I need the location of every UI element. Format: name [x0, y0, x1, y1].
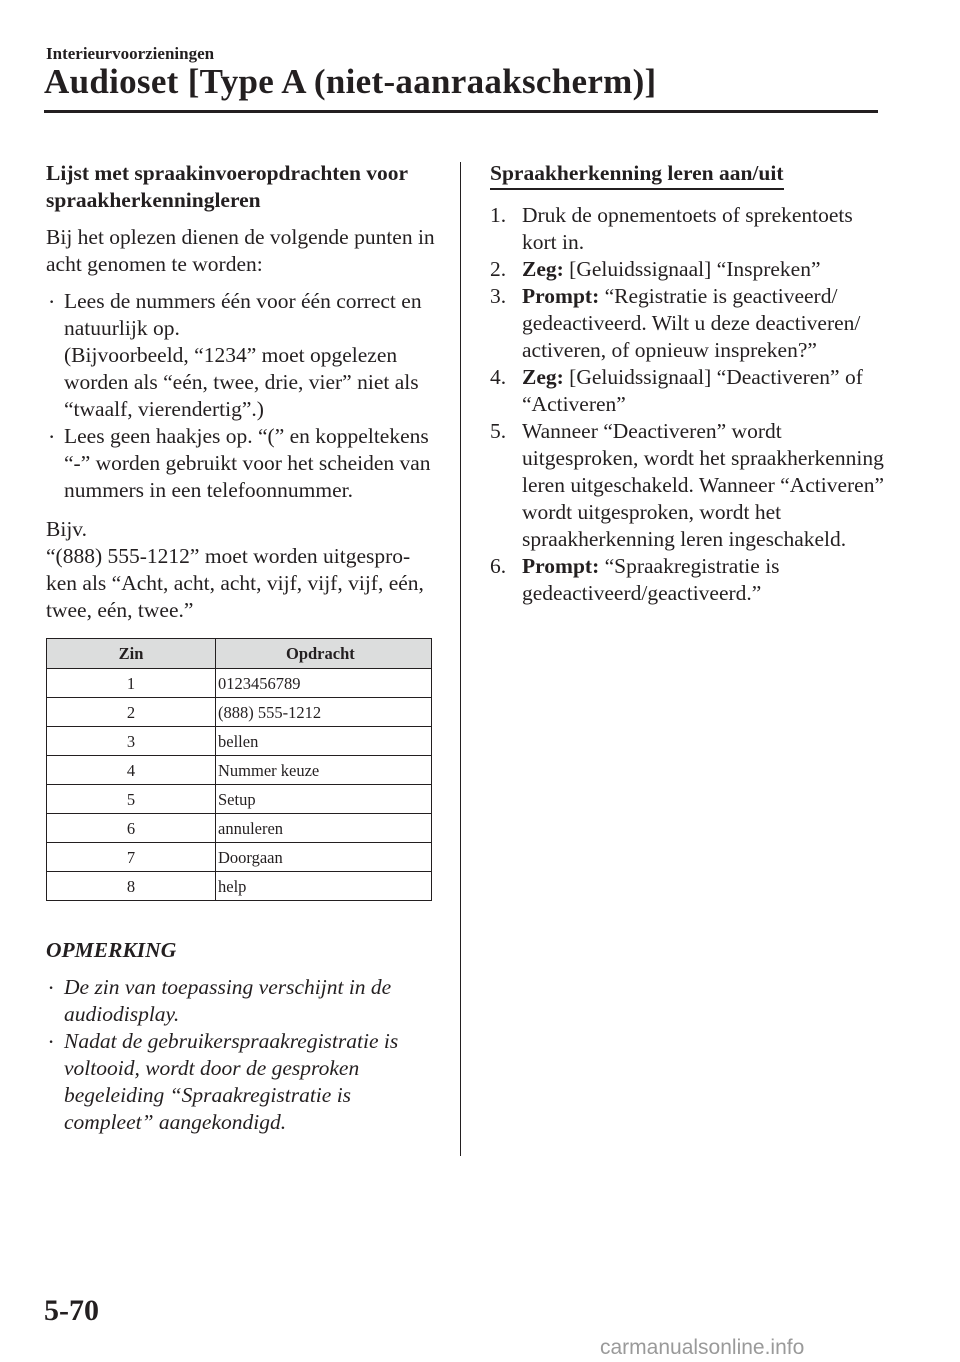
- step-number: 4.: [490, 365, 507, 389]
- bullet-icon: ·: [48, 975, 54, 1000]
- example-label: Bijv.: [46, 517, 88, 541]
- table-row: [47, 843, 432, 872]
- list-item-text: (Bijvoorbeeld, “1234” moet opgelezen worden als “eén, twee, drie, vier” niet als “twaalf, vierendertig”.): [64, 343, 419, 421]
- phrase-cell: 4: [47, 756, 216, 785]
- command-cell: Doorgaan: [216, 843, 432, 872]
- command-cell: 0123456789: [216, 669, 432, 698]
- step-number: 5.: [490, 419, 507, 443]
- command-cell: Setup: [216, 785, 432, 814]
- right-column: [490, 160, 890, 607]
- command-cell: annuleren: [216, 814, 432, 843]
- table-row: [47, 785, 432, 814]
- command-cell: Nummer keuze: [216, 756, 432, 785]
- page-number: 5-70: [44, 1294, 99, 1327]
- phrase-cell: 2: [47, 698, 216, 727]
- intro-paragraph: Bij het oplezen dienen de volgende punten in acht genomen te worden:: [46, 225, 435, 276]
- command-table: [46, 638, 432, 901]
- note-text: Nadat de gebruikerspraakregistratie is voltooid, wordt door de gesproken begeleiding “Spraakregistratie is compleet” aangekondigd.: [64, 1029, 399, 1134]
- step-text: “Registratie is geactiveerd/ gedeactiveerd. Wilt u deze deactiveren/ activeren, of opnieuw inspreken?”: [522, 284, 861, 362]
- table-row: [47, 814, 432, 843]
- list-item: [46, 423, 438, 504]
- step-number: 2.: [490, 257, 507, 281]
- bullet-icon: ·: [48, 1029, 54, 1054]
- note-heading: OPMERKING: [46, 938, 177, 962]
- table-row: [47, 727, 432, 756]
- step-item: [490, 202, 890, 256]
- list-item: [46, 288, 438, 342]
- step-label: Zeg:: [522, 257, 564, 281]
- table-row: [47, 872, 432, 901]
- reading-tips-list: [46, 288, 438, 504]
- left-column: [46, 160, 438, 1148]
- note-list: [46, 974, 438, 1136]
- phrase-cell: 5: [47, 785, 216, 814]
- step-text: Druk de opnementoets of sprekentoets kort in.: [522, 203, 853, 254]
- title-rule: [44, 110, 878, 113]
- step-item: [490, 256, 890, 283]
- step-label: Prompt:: [522, 554, 600, 578]
- list-item-text: Lees de nummers één voor één correct en natuurlijk op.: [64, 289, 422, 340]
- list-item-text: Lees geen haakjes op. “(” en koppeltekens “-” worden gebruikt voor het scheiden van nummers in een telefoonnummer.: [64, 424, 431, 502]
- column-divider: [460, 162, 461, 1156]
- bullet-icon: ·: [48, 289, 56, 314]
- page-title: Audioset [Type A (niet-aanraakscherm)]: [44, 62, 657, 101]
- note-text: De zin van toepassing verschijnt in de audiodisplay.: [64, 975, 392, 1026]
- steps-list: [490, 202, 890, 607]
- step-text: “Spraakregistratie is gedeactiveerd/geactiveerd.”: [522, 554, 780, 605]
- voice-command-list-heading: Lijst met spraakinvoeropdrachten voor spraakherkenningleren: [46, 161, 408, 212]
- column-header-command: Opdracht: [216, 639, 432, 669]
- step-label: Zeg:: [522, 365, 564, 389]
- step-text: [Geluidssignaal] “Deactiveren” of “Activeren”: [522, 365, 863, 416]
- speech-training-heading: Spraakherkenning leren aan/uit: [490, 160, 784, 190]
- step-number: 6.: [490, 554, 507, 578]
- bullet-icon: ·: [48, 424, 56, 449]
- phrase-cell: 8: [47, 872, 216, 901]
- step-item: [490, 418, 890, 553]
- table-row: [47, 669, 432, 698]
- table-row: [47, 756, 432, 785]
- list-item: [46, 974, 438, 1028]
- phrase-cell: 6: [47, 814, 216, 843]
- step-item: [490, 364, 890, 418]
- table-row: [47, 698, 432, 727]
- list-item: [46, 1028, 438, 1136]
- phrase-cell: 3: [47, 727, 216, 756]
- step-number: 1.: [490, 203, 507, 227]
- step-item: [490, 553, 890, 607]
- watermark: carmanualsonline.info: [600, 1336, 805, 1359]
- list-item: [46, 342, 438, 423]
- column-header-phrase: Zin: [47, 639, 216, 669]
- section-label: Interieurvoorzieningen: [46, 44, 215, 63]
- table-header-row: [47, 639, 432, 669]
- step-item: [490, 283, 890, 364]
- phrase-cell: 1: [47, 669, 216, 698]
- phrase-cell: 7: [47, 843, 216, 872]
- command-cell: help: [216, 872, 432, 901]
- step-label: Prompt:: [522, 284, 600, 308]
- step-text: [Geluidssignaal] “Inspreken”: [569, 257, 821, 281]
- example-text: “(888) 555-1212” moet worden uitgespro-ken als “Acht, acht, acht, vijf, vijf, vijf, eén, twee, eén, twee.”: [46, 544, 424, 622]
- step-text: Wanneer “Deactiveren” wordt uitgesproken, wordt het spraakherkenning leren uitgeschakeld. Wanneer “Activeren” wordt uitgesproken, wordt het spraakherkenning leren ingeschakeld.: [522, 419, 884, 551]
- step-number: 3.: [490, 284, 507, 308]
- command-cell: bellen: [216, 727, 432, 756]
- command-cell: (888) 555-1212: [216, 698, 432, 727]
